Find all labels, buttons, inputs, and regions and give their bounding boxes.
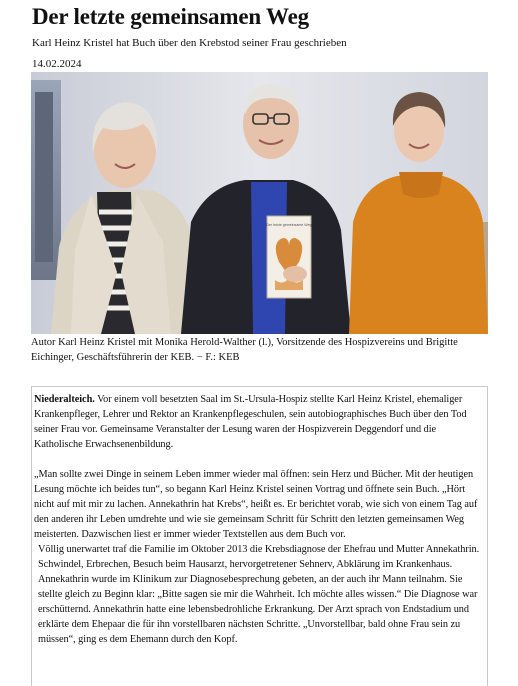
paragraph-3: Völlig unerwartet traf die Familie im Oktober 2013 die Krebsdiagnose der Ehefrau und Mutter Annekathrin. Schwindel, Erbrechen, Besuch beim Hausarzt, hervorgetretener Sehnerv, Abklärung im Krankenhaus. Annekathrin wurde im Klinikum zur Diagnosebesprechung gebeten, an der auch ihr Mann teilnahm. Sie stellte gleich zu Beginn klar: „Bitte sagen sie mir die Wahrheit. Ich möchte alles wissen.“ Die Diagnose war erschütternd. Annekathrin hatte eine lebensbedrohliche Erkrankung. Der Arzt sprach von Endstadium und erklärte dem Ehepaar die für ihn vorstellbaren nächsten Schritte. „Unvorstellbar, bald ohne Frau sein zu müssen“, ging es dem Ehemann durch den Kopf. [38, 544, 480, 645]
subheadline: Karl Heinz Kristel hat Buch über den Krebstod seiner Frau geschrieben [32, 37, 347, 49]
dateline: Niederalteich. [34, 394, 95, 405]
paragraph-1-text: Vor einem voll besetzten Saal im St.-Ursula-Hospiz stellte Karl Heinz Kristel, ehemaliger Krankenpfleger, Lehrer und Rektor an Krankenpflegeschulen, sein autobiographisches Buch über den Tod seiner Frau vor. Gemeinsame Veranstalter der Lesung waren der Hospizverein Deggendorf und die Katholische Erwachsenenbildung. [34, 394, 467, 450]
paragraph-1 [34, 392, 485, 452]
publish-date: 14.02.2024 [32, 58, 82, 70]
photo-illustration [31, 72, 488, 334]
headline: Der letzte gemeinsamen Weg [32, 4, 309, 29]
paragraph-2: „Man sollte zwei Dinge in seinem Leben immer wieder mal öffnen: sein Herz und Bücher. Mit der heutigen Lesung möchte ich beides tun“, so begann Karl Heinz Kristel seinen Vortrag und öffnete sein Buch. „Hört nicht auf mit mir zu lachen. Annekathrin hat Krebs“, heißt es. Er berichtet vorab, wie sich von einem Tag auf den anderen ihr Leben umdrehte und wie sie gemeinsam Schritt für Schritt den letzten gemeinsamen Weg meisterten. Dazwischen liest er immer wieder Textstellen aus dem Buch vor. [34, 469, 478, 540]
photo-caption: Autor Karl Heinz Kristel mit Monika Herold-Walther (l.), Vorsitzende des Hospizvereins und Brigitte Eichinger, Geschäftsführerin der KEB. − F.: KEB [31, 337, 458, 363]
book-image [266, 216, 311, 298]
article-body [31, 386, 488, 686]
book-title-text: Der letzte gemeinsame Weg [266, 223, 312, 227]
article-photo [31, 72, 488, 334]
